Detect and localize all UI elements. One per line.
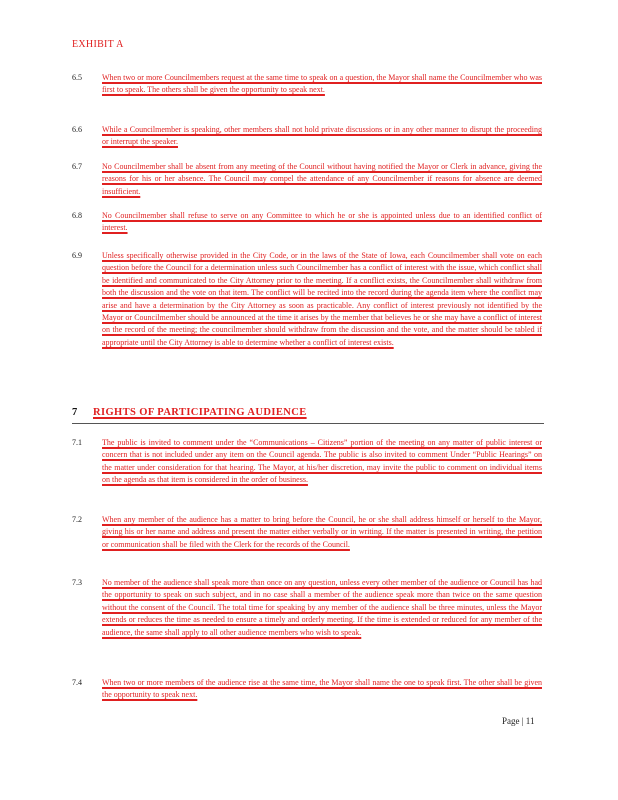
section-text: When two or more members of the audience rise at the same time, the Mayor shall name the one to speak first. The other shall be given the opportunity to speak next.	[102, 678, 542, 700]
section-number: 7.3	[72, 578, 82, 587]
section-number: 6.7	[72, 162, 82, 171]
heading-title: RIGHTS OF PARTICIPATING AUDIENCE	[93, 407, 307, 418]
section-7-1	[72, 437, 542, 487]
section-6-5	[72, 72, 542, 97]
section-6-9	[72, 250, 542, 349]
section-number: 6.9	[72, 251, 82, 260]
section-text: Unless specifically otherwise provided in the City Code, or in the laws of the State of Iowa, each Councilmember shall vote on each question before the Council for a determination unless such Councilmember has a conflict of interest with the issue, which conflict shall be identified and communicated to the City Attorney prior to the meeting. If a conflict exists, the Councilmember shall withdraw from both the discussion and the vote on that item. The conflict will be recited into the record during the agenda item where the conflict may arise and have a determination by the City Attorney as soon as practicable. Any conflict of interest previously not identified by the Mayor or Councilmember should be announced at the time it arises by the member that believes he or she may have a conflict of interest on the record of the meeting; the councilmember should withdraw from the discussion and the vote, and the matter should be tabled if appropriate until the City Attorney is able to determine whether a conflict of interest exists.	[102, 251, 542, 347]
section-text: No Councilmember shall refuse to serve on any Committee to which he or she is appointed unless due to an identified conflict of interest.	[102, 211, 542, 233]
section-text: No Councilmember shall be absent from any meeting of the Council without having notified the Mayor or Clerk in advance, giving the reasons for his or her absence. The Council may compel the attendance of any Councilmember if reasons for absence are deemed insufficient.	[102, 162, 542, 196]
section-7-4	[72, 677, 542, 702]
section-number: 6.8	[72, 211, 82, 220]
section-text: The public is invited to comment under the “Communications – Citizens” portion of the meeting on any matter of public interest or concern that is not included under any item on the Council agenda. The public is also invited to comment Under “Public Hearings” on the matter under consideration for that hearing. The Mayor, at his/her discretion, may invite the public to comment on individual items on the agenda as that item is considered in the order of business.	[102, 438, 542, 485]
section-6-6	[72, 124, 542, 149]
section-text: When two or more Councilmembers request at the same time to speak on a question, the Mayor shall name the Councilmember who was first to speak. The others shall be given the opportunity to speak next.	[102, 73, 542, 95]
section-number: 7.2	[72, 515, 82, 524]
section-text: While a Councilmember is speaking, other members shall not hold private discussions or in any other manner to disrupt the proceeding or interrupt the speaker.	[102, 125, 542, 147]
section-text: When any member of the audience has a matter to bring before the Council, he or she shall address himself or herself to the Mayor, giving his or her name and address and present the matter either verbally or in writing. If the matter is presented in writing, the petition or communication shall be filed with the Clerk for the records of the Council.	[102, 515, 542, 549]
exhibit-label: EXHIBIT A	[72, 39, 124, 50]
section-number: 6.5	[72, 73, 82, 82]
section-7-3	[72, 577, 542, 639]
section-7-heading	[72, 405, 544, 424]
section-6-8	[72, 210, 542, 235]
section-number: 7.4	[72, 678, 82, 687]
section-6-7	[72, 161, 542, 198]
heading-number: 7	[72, 407, 78, 418]
section-text: No member of the audience shall speak more than once on any question, unless every other member of the audience or Council has had the opportunity to speak on such subject, and in no case shall a member of the audience speak more than twice on the same question without the consent of the Council. The total time for speaking by any member of the audience shall be three minutes, unless the Mayor extends or reduces the time as needed to ensure a timely and orderly meeting. If the time is extended or reduced for any member of the audience, the same shall apply to all other audience members who wish to speak.	[102, 578, 542, 637]
section-number: 6.6	[72, 125, 82, 134]
section-7-2	[72, 514, 542, 551]
section-number: 7.1	[72, 438, 82, 447]
page-number: Page | 11	[502, 716, 535, 726]
